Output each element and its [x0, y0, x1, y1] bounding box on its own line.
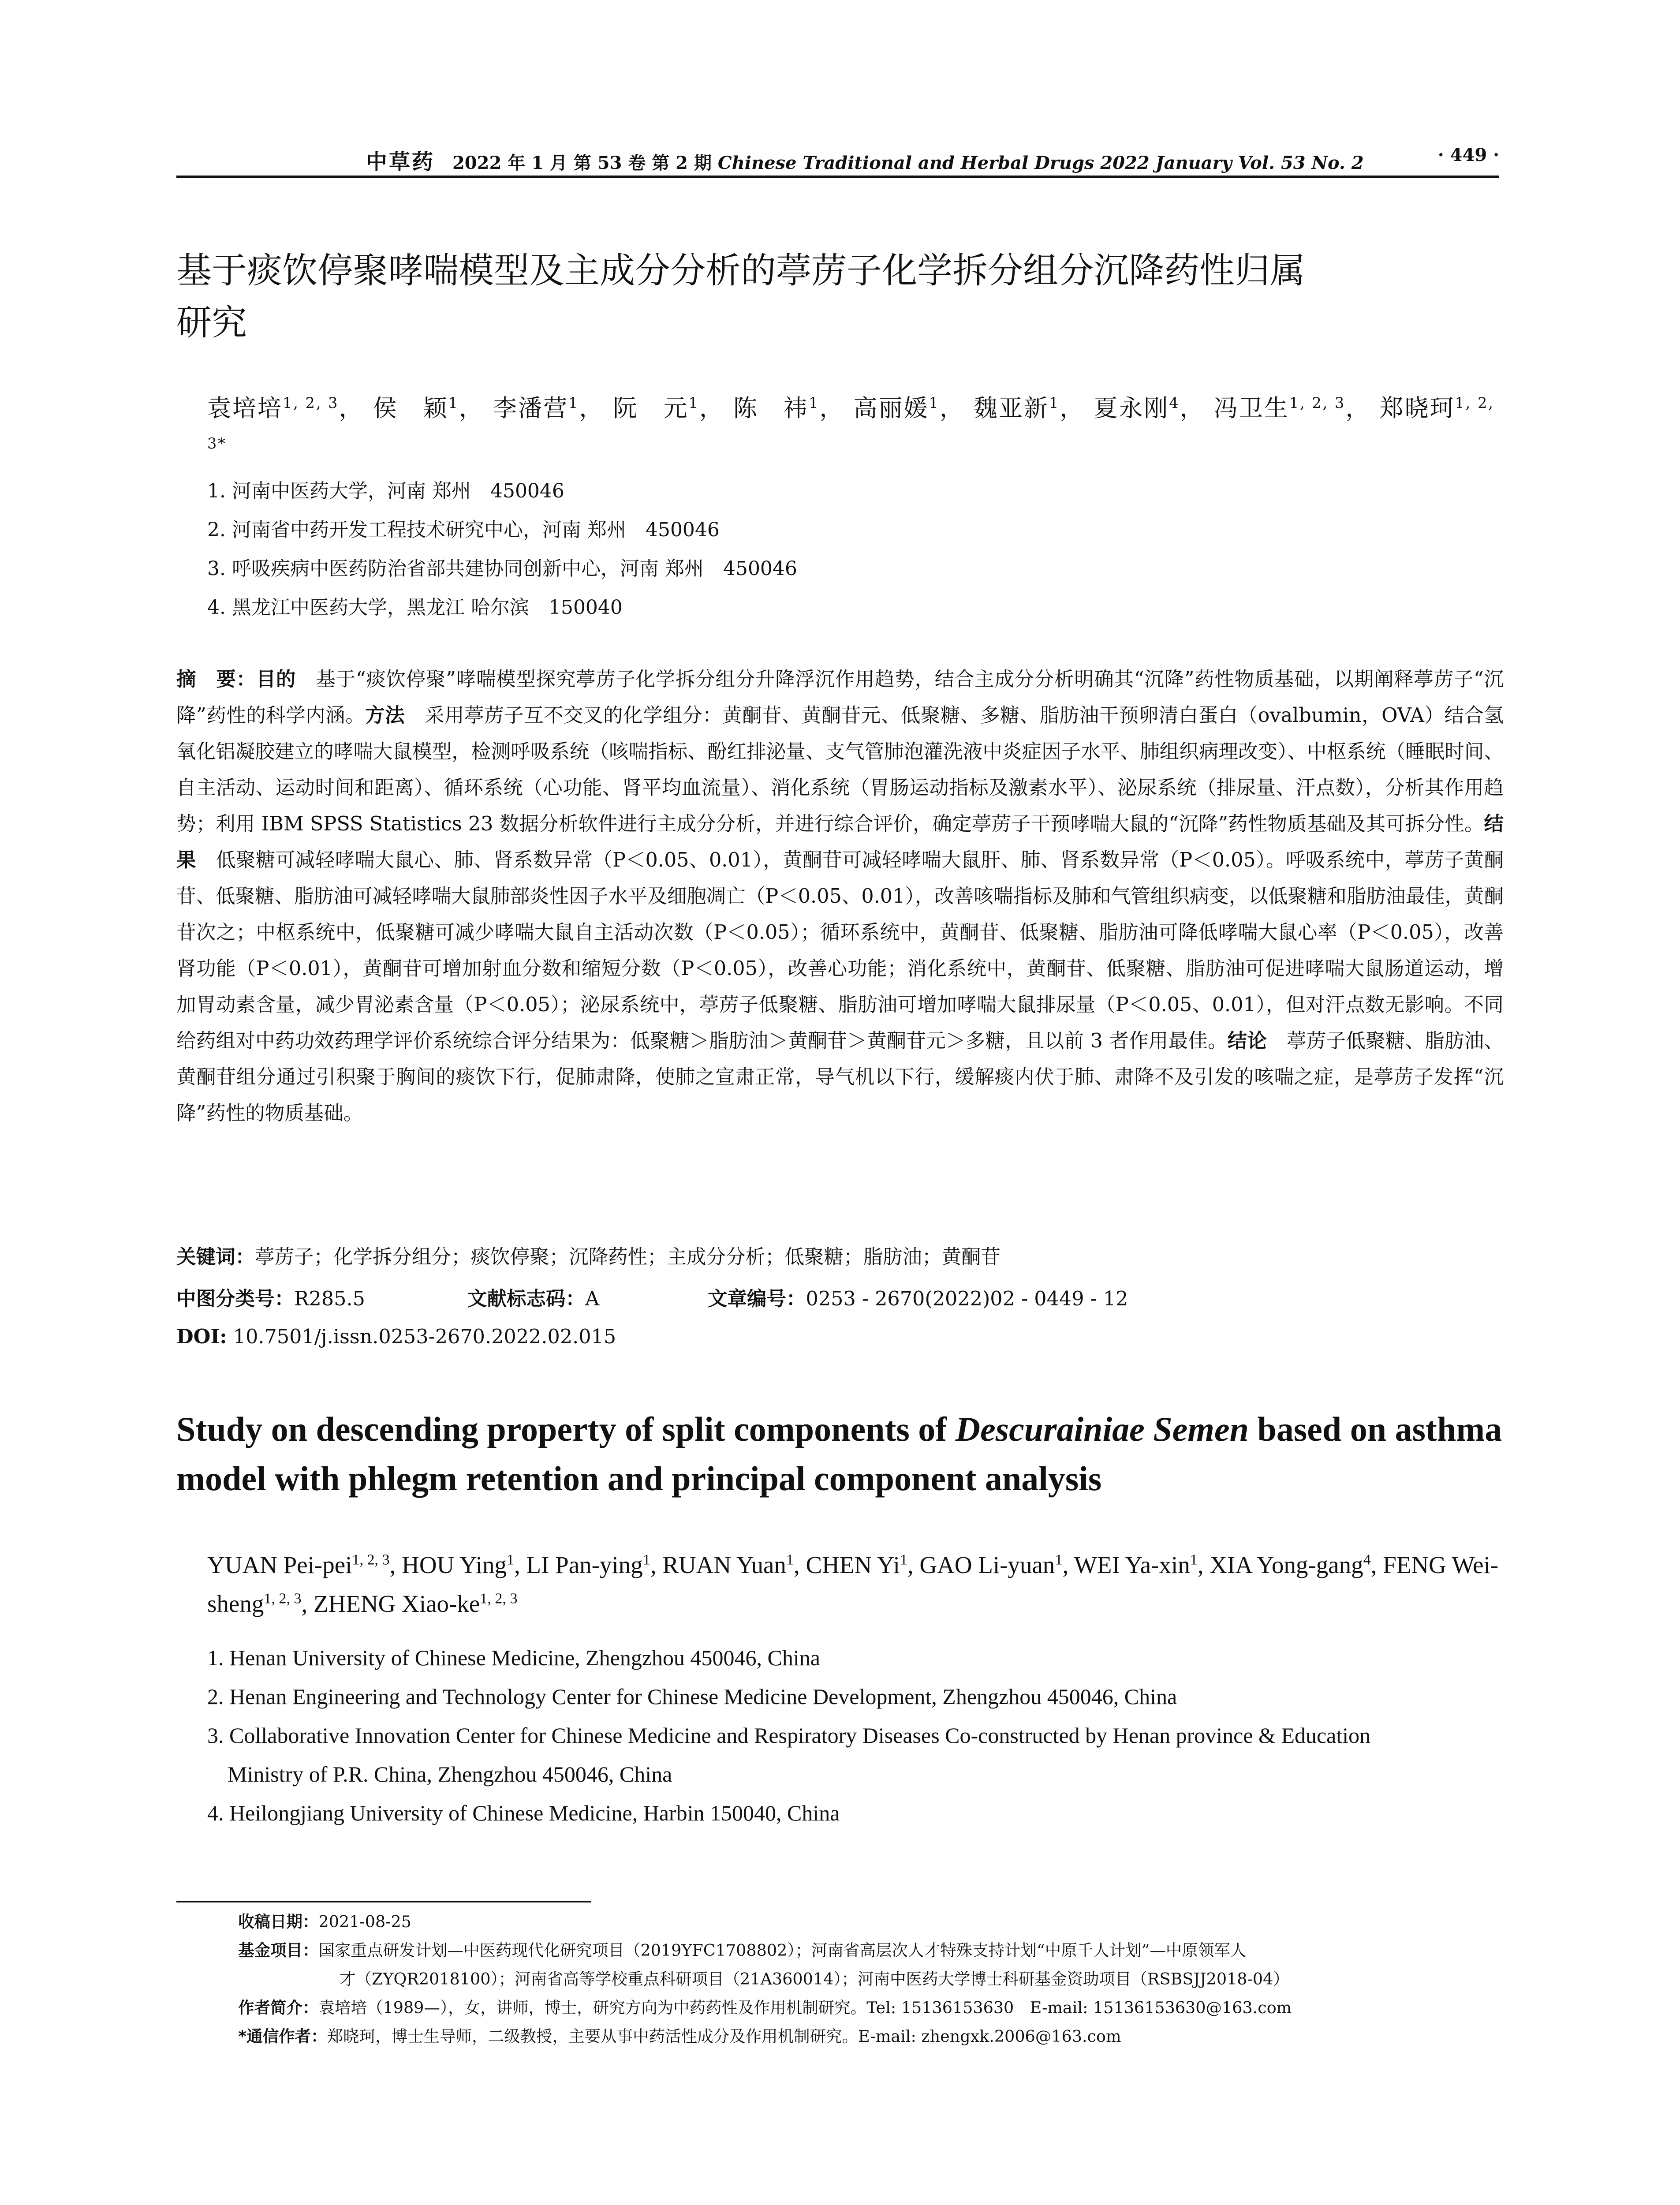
keywords-label: 关键词： [176, 1246, 255, 1268]
author [1210, 1551, 1383, 1578]
author-affiliation-mark: 1 [1190, 1551, 1198, 1568]
doi [176, 1319, 1504, 1355]
classification-row [176, 1281, 1504, 1317]
author-affiliation-mark: 1 [688, 394, 699, 411]
journal-name-cn: 中草药 [366, 149, 435, 174]
author [207, 1551, 402, 1578]
author [402, 1551, 526, 1578]
author-separator: , [1370, 1551, 1383, 1578]
title-en-part: Study on descending property of split components of [176, 1410, 956, 1448]
doc-label: 文献标志码： [467, 1288, 586, 1310]
results-label: 结果 [176, 813, 1504, 871]
conclusion-text: 葶苈子低聚糖、脂肪油、黄酮苷组分通过引积聚于胸间的痰饮下行，促肺肃降，使肺之宣肃正常，导气机以下行，缓解痰内伏于肺、肃降不及引发的咳喘之症，是葶苈子发挥“沉降”药性的物质基础。 [176, 1030, 1504, 1125]
author-name: 郑晓珂 [1379, 394, 1455, 422]
affiliation-item: 1. 河南中医药大学，河南 郑州 450046 [207, 480, 564, 502]
author-bio-label: 作者简介： [238, 1998, 319, 2017]
author-affiliation-mark: 1 [809, 394, 820, 411]
author [806, 1551, 919, 1578]
author-name: 冯卫生 [1213, 394, 1289, 422]
author-name: XIA Yong-gang [1210, 1551, 1363, 1578]
affiliation-item: 4. Heilongjiang University of Chinese Medicine, Harbin 150040, China [207, 1801, 840, 1825]
author-affiliation-mark: 1 [1055, 1551, 1063, 1568]
author-separator: ， [819, 394, 845, 422]
affiliations-cn [207, 472, 1486, 627]
footnotes [238, 1907, 1499, 2051]
title-cn [176, 245, 1504, 349]
author-affiliation-mark: 1, 2, 3 [1289, 394, 1346, 411]
clc-value: R285.5 [294, 1288, 365, 1310]
author-separator: , [301, 1590, 314, 1617]
citation-en: Chinese Traditional and Herbal Drugs 2022 January Vol. 53 No. 2 [717, 153, 1364, 173]
author-affiliation-mark: 1, 2, 3 [283, 394, 339, 411]
fund-info [238, 1936, 1499, 1965]
methods-text: 采用葶苈子互不交叉的化学组分：黄酮苷、黄酮苷元、低聚糖、多糖、脂肪油干预卵清白蛋白（ovalbumin，OVA）结合氢氧化铝凝胶建立的哮喘大鼠模型，检测呼吸系统（咳喘指标、酚红排泌量、支气管肺泡灌洗液中炎症因子水平、肺组织病理改变）、中枢系统（睡眠时间、自主活动、运动时间和距离）、循环系统（心功能、肾平均血流量）、消化系统（胃肠运动指标及激素水平）、泌尿系统（排尿量、汗点数），分析其作用趋势；利用 IBM SPSS Statistics 23 数据分析软件进行主成分分析，并进行综合评价，确定葶苈子干预哮喘大鼠的“沉降”药性物质基础及其可拆分性。 [176, 704, 1504, 835]
author-name: ZHENG Xiao-ke [314, 1590, 480, 1617]
authors-cn [207, 388, 1504, 469]
author [1074, 1551, 1210, 1578]
author-name: 李潘营 [493, 394, 569, 422]
author-name: YUAN Pei-pei [207, 1551, 352, 1578]
objective-text: 基于“痰饮停聚”哮喘模型探究葶苈子化学拆分组分升降浮沉作用趋势，结合主成分分析明确其“沉降”药性物质基础，以期阐释葶苈子“沉降”药性的科学内涵。 [176, 668, 1504, 727]
author-name: RUAN Yuan [662, 1551, 786, 1578]
affiliation-item-continued: Ministry of P.R. China, Zhengzhou 450046, China [228, 1762, 672, 1786]
author [207, 394, 364, 422]
author [662, 1551, 806, 1578]
doi-label: DOI: [176, 1325, 227, 1348]
authors-en [207, 1546, 1504, 1623]
corresponding-label: *通信作者： [238, 2027, 327, 2046]
author-affiliation-mark: 1, 2, 3 [480, 1590, 518, 1607]
author-affiliation-mark: 4 [1363, 1551, 1371, 1568]
author [974, 394, 1085, 422]
author-bio [238, 1993, 1499, 2022]
author-affiliation-mark: 1 [568, 394, 579, 411]
corresponding-text: 郑晓珂，博士生导师，二级教授，主要从事中药活性成分及作用机制研究。E-mail: zhengxk.2006@163.com [327, 2027, 1121, 2046]
page-number: · 449 · [1437, 145, 1499, 165]
affiliation-item: 4. 黑龙江中医药大学，黑龙江 哈尔滨 150040 [207, 596, 623, 619]
running-header [176, 141, 1499, 172]
author [1214, 394, 1370, 422]
author-separator: ， [579, 394, 605, 422]
author-separator: ， [939, 394, 965, 422]
author-separator: , [650, 1551, 663, 1578]
author-name: 魏亚新 [973, 394, 1049, 422]
footnote-rule [176, 1901, 591, 1902]
author [493, 394, 604, 422]
author-affiliation-mark: 1 [786, 1551, 794, 1568]
objective-label: 目的 [256, 668, 296, 691]
author-affiliation-mark: 1, 2, 3* [207, 394, 1495, 452]
conclusion-label: 结论 [1227, 1030, 1267, 1052]
author-name: GAO Li-yuan [919, 1551, 1055, 1578]
header-rule [176, 176, 1499, 178]
fund-label: 基金项目： [238, 1941, 319, 1960]
keywords-text: 葶苈子；化学拆分组分；痰饮停聚；沉降药性；主成分分析；低聚糖；脂肪油；黄酮苷 [255, 1246, 1001, 1268]
keywords [176, 1239, 1504, 1275]
author-name: 陈 祎 [733, 394, 809, 422]
author [1094, 394, 1205, 422]
received-value: 2021-08-25 [318, 1912, 411, 1931]
corresponding-author [238, 2022, 1499, 2051]
author-separator: , [793, 1551, 806, 1578]
author-name: HOU Ying [402, 1551, 507, 1578]
author-separator: ， [339, 394, 364, 422]
author-name: LI Pan-ying [526, 1551, 643, 1578]
affiliation-item: 3. 呼吸疾病中医药防治省部共建协同创新中心，河南 郑州 450046 [207, 557, 797, 580]
title-cn-line: 基于痰饮停聚哮喘模型及主成分分析的葶苈子化学拆分组分沉降药性归属 [176, 250, 1305, 291]
affiliation-item: 1. Henan University of Chinese Medicine, Zhengzhou 450046, China [207, 1645, 820, 1670]
header-citation [366, 145, 1364, 175]
author-separator: ， [1060, 394, 1085, 422]
received-date [238, 1907, 1499, 1936]
author-affiliation-mark: 1 [506, 1551, 515, 1568]
author-name: WEI Ya-xin [1074, 1551, 1190, 1578]
author-separator: , [1197, 1551, 1210, 1578]
author [733, 394, 844, 422]
author [919, 1551, 1074, 1578]
affiliation-item: 2. 河南省中药开发工程技术研究中心，河南 郑州 450046 [207, 519, 720, 541]
author [613, 394, 724, 422]
author-affiliation-mark: 1 [1049, 394, 1060, 411]
abstract-cn [176, 662, 1504, 1132]
author-affiliation-mark: 1 [929, 394, 940, 411]
article-number [708, 1281, 1128, 1317]
author-separator: , [389, 1551, 402, 1578]
title-en-species: Descurainiae Semen [955, 1410, 1249, 1448]
author [526, 1551, 663, 1578]
article-value: 0253 - 2670(2022)02 - 0449 - 12 [806, 1288, 1128, 1310]
affiliations-en [207, 1638, 1504, 1832]
abstract-label: 摘 要： [176, 668, 256, 691]
received-label: 收稿日期： [238, 1912, 319, 1931]
author-name: 夏永刚 [1094, 394, 1169, 422]
fund-line-continued: 才（ZYQR2018100）；河南省高等学校重点科研项目（21A360014）；河南中医药大学博士科研基金资助项目（RSBSJJ2018-04） [340, 1970, 1289, 1988]
author [373, 394, 484, 422]
citation-cn: 2022 年 1 月 第 53 卷 第 2 期 [452, 153, 712, 173]
author-name: CHEN Yi [806, 1551, 900, 1578]
author-name: 袁培培 [207, 394, 283, 422]
affiliation-item: 2. Henan Engineering and Technology Center for Chinese Medicine Development, Zhengzhou 450046, China [207, 1684, 1177, 1709]
author-affiliation-mark: 4 [1169, 394, 1180, 411]
author-name: 侯 颖 [373, 394, 448, 422]
author-separator: , [514, 1551, 526, 1578]
author-name: 阮 元 [613, 394, 689, 422]
author-affiliation-mark: 1, 2, 3 [264, 1590, 302, 1607]
author-separator: ， [459, 394, 484, 422]
author-separator: , [1062, 1551, 1074, 1578]
author-name: FENG Wei-sheng [207, 1551, 1499, 1617]
article-label: 文章编号： [708, 1288, 806, 1310]
author-affiliation-mark: 1 [448, 394, 459, 411]
author [314, 1590, 517, 1617]
author-affiliation-mark: 1, 2, 3 [352, 1551, 390, 1568]
doc-code [467, 1281, 600, 1317]
author-separator: ， [699, 394, 724, 422]
doc-value: A [585, 1288, 600, 1310]
author-affiliation-mark: 1 [642, 1551, 650, 1568]
author-name: 高丽媛 [853, 394, 929, 422]
title-cn-line: 研究 [176, 302, 247, 343]
author-affiliation-mark: 1 [900, 1551, 907, 1568]
author-bio-text: 袁培培（1989—），女，讲师，博士，研究方向为中药药性及作用机制研究。Tel: 15136153630 E-mail: 15136153630@163.com [318, 1998, 1292, 2017]
clc-label: 中图分类号： [176, 1288, 295, 1310]
author-separator: ， [1345, 394, 1371, 422]
title-en-part: based on asthma model with phlegm retention and principal component analysis [176, 1410, 1502, 1498]
title-en [176, 1405, 1504, 1503]
affiliation-item: 3. Collaborative Innovation Center for Chinese Medicine and Respiratory Diseases Co-constructed by Henan province & Education [207, 1723, 1371, 1748]
methods-label: 方法 [365, 704, 405, 727]
results-text: 低聚糖可减轻哮喘大鼠心、肺、肾系数异常（P＜0.05、0.01），黄酮苷可减轻哮喘大鼠肝、肺、肾系数异常（P＜0.05）。呼吸系统中，葶苈子黄酮苷、低聚糖、脂肪油可减轻哮喘大鼠肺部炎性因子水平及细胞凋亡（P＜0.05、0.01），改善咳喘指标及肺和气管组织病变，以低聚糖和脂肪油最佳，黄酮苷次之；中枢系统中，低聚糖可减少哮喘大鼠自主活动次数（P＜0.05）；循环系统中，黄酮苷、低聚糖、脂肪油可降低哮喘大鼠心率（P＜0.05），改善肾功能（P＜0.01），黄酮苷可增加射血分数和缩短分数（P＜0.05），改善心功能；消化系统中，黄酮苷、低聚糖、脂肪油可促进哮喘大鼠肠道运动，增加胃动素含量，减少胃泌素含量（P＜0.05）；泌尿系统中，葶苈子低聚糖、脂肪油可增加哮喘大鼠排尿量（P＜0.05、0.01），但对汗点数无影响。不同给药组对中药功效药理学评价系统综合评分结果为：低聚糖＞脂肪油＞黄酮苷＞黄酮苷元＞多糖，且以前 3 者作用最佳。 [176, 849, 1504, 1052]
author [853, 394, 964, 422]
author-separator: ， [1180, 394, 1205, 422]
fund-line: 国家重点研发计划—中医药现代化研究项目（2019YFC1708802）；河南省高层次人才特殊支持计划“中原千人计划”—中原领军人 [318, 1941, 1247, 1960]
author-separator: , [907, 1551, 920, 1578]
clc-code [176, 1281, 365, 1317]
doi-link[interactable]: 10.7501/j.issn.0253-2670.2022.02.015 [233, 1326, 616, 1348]
